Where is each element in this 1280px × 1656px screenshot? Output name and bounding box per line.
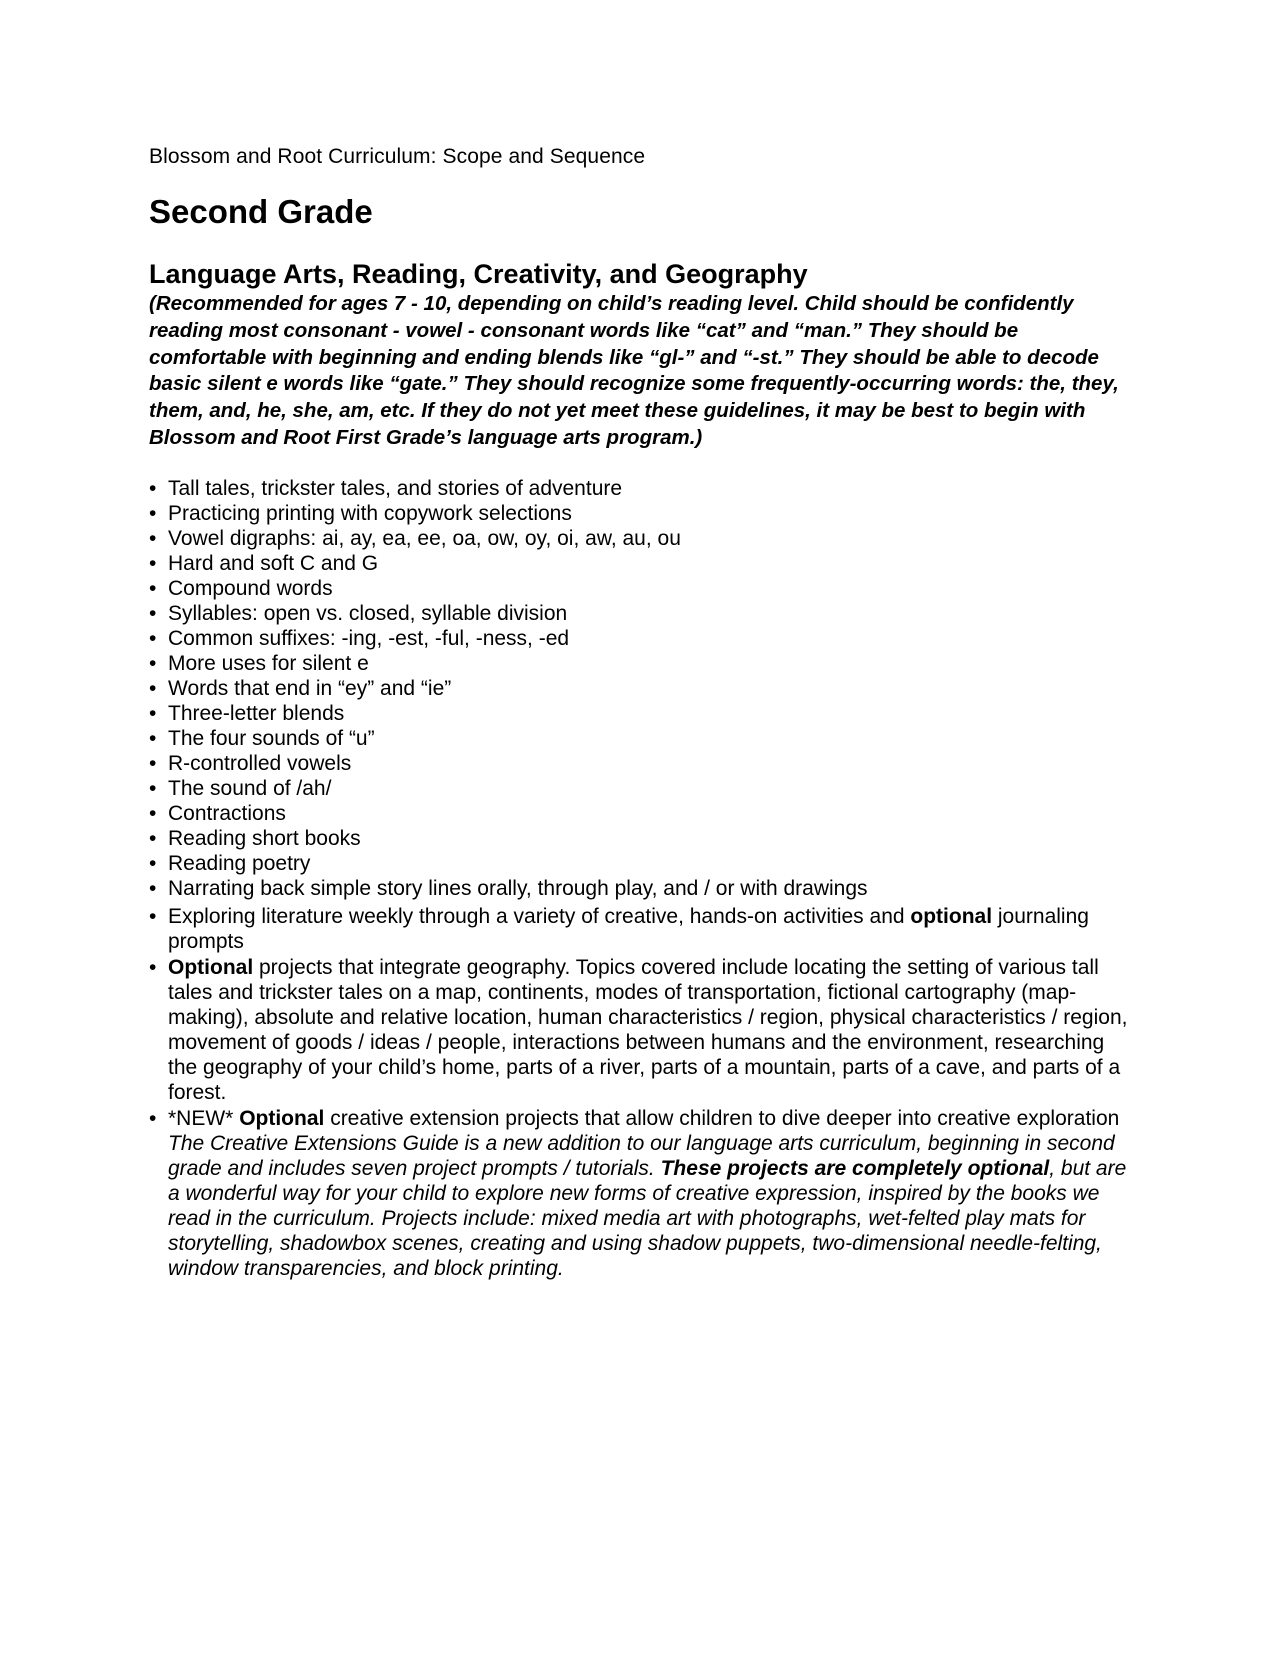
topic-text: Reading poetry [168,851,311,875]
document-header: Blossom and Root Curriculum: Scope and Sequence [149,145,646,168]
bullet-icon: • [149,576,157,600]
topic-text: Syllables: open vs. closed, syllable division [168,601,568,625]
bullet-icon: • [149,904,157,928]
topic-item [149,526,1139,551]
note-text-after: , but are a wonderful way for your child to explore new forms of creative expression, inspired by the books we read in the curriculum. Projects include: mixed media art with photographs, wet-felted play mats for storytelling, shadowbox scenes, creating and using shadow puppets, two-dimensional needle-felting, window transparencies, and block printing. [168,1156,1127,1280]
bullet-icon: • [149,501,157,525]
creative-extensions-note [168,1131,1139,1281]
topic-item-geography [149,955,1139,1105]
bullet-icon: • [149,526,157,550]
bullet-icon: • [149,676,157,700]
topic-item [149,726,1139,751]
topic-text: Narrating back simple story lines orally, through play, and / or with drawings [168,876,868,900]
topic-item [149,701,1139,726]
bullet-icon: • [149,1106,157,1130]
bullet-icon: • [149,476,157,500]
topic-text: Reading short books [168,826,361,850]
topic-text: Three-letter blends [168,701,345,725]
topic-item [149,576,1139,601]
geography-text: projects that integrate geography. Topics covered include locating the setting of various tall tales and trickster tales on a map, continents, modes of transportation, fictional cartography (map-making), absolute and relative location, human characteristics / region, physical characteristics / region, movement of goods / ideas / people, interactions between humans and the environment, researching the geography of your child’s home, parts of a river, parts of a mountain, parts of a cave, and parts of a forest. [168,955,1128,1104]
topic-text: Practicing printing with copywork selections [168,501,572,525]
topic-item [149,601,1139,626]
grade-title: Second Grade [149,193,373,230]
note-bold: These projects are completely optional [660,1156,1050,1180]
topic-text: The four sounds of “u” [168,726,375,750]
creative-new-prefix: *NEW* [168,1106,240,1130]
bullet-icon: • [149,626,157,650]
topic-item [149,851,1139,876]
topic-item [149,751,1139,776]
bullet-icon: • [149,851,157,875]
bullet-icon: • [149,826,157,850]
literature-optional-bold: optional [910,904,993,928]
creative-optional-bold: Optional [239,1106,325,1130]
literature-text-after: journaling prompts [168,904,1089,953]
topic-item [149,876,1139,901]
document-page [149,143,1139,1281]
topic-text: Contractions [168,801,286,825]
topic-item [149,551,1139,576]
topic-text: Vowel digraphs: ai, ay, ea, ee, oa, ow, oy, oi, aw, au, ou [168,526,681,550]
topic-item [149,626,1139,651]
section-title: Language Arts, Reading, Creativity, and Geography [149,259,808,289]
topic-text: More uses for silent e [168,651,369,675]
topic-item [149,676,1139,701]
bullet-icon: • [149,701,157,725]
topic-item [149,476,1139,501]
bullet-icon: • [149,651,157,675]
topic-text: Words that end in “ey” and “ie” [168,676,452,700]
topic-item [149,651,1139,676]
topic-item [149,826,1139,851]
note-text-before: The Creative Extensions Guide is a new addition to our language arts curriculum, beginning in second grade and includes seven project prompts / tutorials. [168,1131,1115,1180]
topic-text: Hard and soft C and G [168,551,379,575]
topic-item [149,776,1139,801]
topic-text: R-controlled vowels [168,751,352,775]
bullet-icon: • [149,601,157,625]
geography-optional-bold: Optional [168,955,254,979]
topic-item-literature [149,904,1139,954]
literature-text-before: Exploring literature weekly through a variety of creative, hands-on activities and [168,904,911,928]
topic-list [149,476,1139,1281]
topic-text: The sound of /ah/ [168,776,332,800]
creative-text: creative extension projects that allow children to dive deeper into creative exploration [324,1106,1120,1130]
bullet-icon: • [149,776,157,800]
bullet-icon: • [149,726,157,750]
topic-item [149,801,1139,826]
topic-text: Compound words [168,576,333,600]
bullet-icon: • [149,551,157,575]
topic-text: Common suffixes: -ing, -est, -ful, -ness, -ed [168,626,570,650]
topic-text: Tall tales, trickster tales, and stories of adventure [168,476,623,500]
topic-item-creative-extensions [149,1106,1139,1281]
bullet-icon: • [149,876,157,900]
bullet-icon: • [149,955,157,979]
bullet-icon: • [149,801,157,825]
bullet-icon: • [149,751,157,775]
recommendation-note: (Recommended for ages 7 - 10, depending on child’s reading level. Child should be confidently reading most consonant - vowel - consonant words like “cat” and “man.” They should be comfortable with beginning and ending blends like “gl-” and “-st.” They should be able to decode basic silent e words like “gate.” They should recognize some frequently-occurring words: the, they, them, and, he, she, am, etc. If they do not yet meet these guidelines, it may be best to begin with Blossom and Root First Grade’s language arts program.) [149,292,1119,449]
topic-item [149,501,1139,526]
